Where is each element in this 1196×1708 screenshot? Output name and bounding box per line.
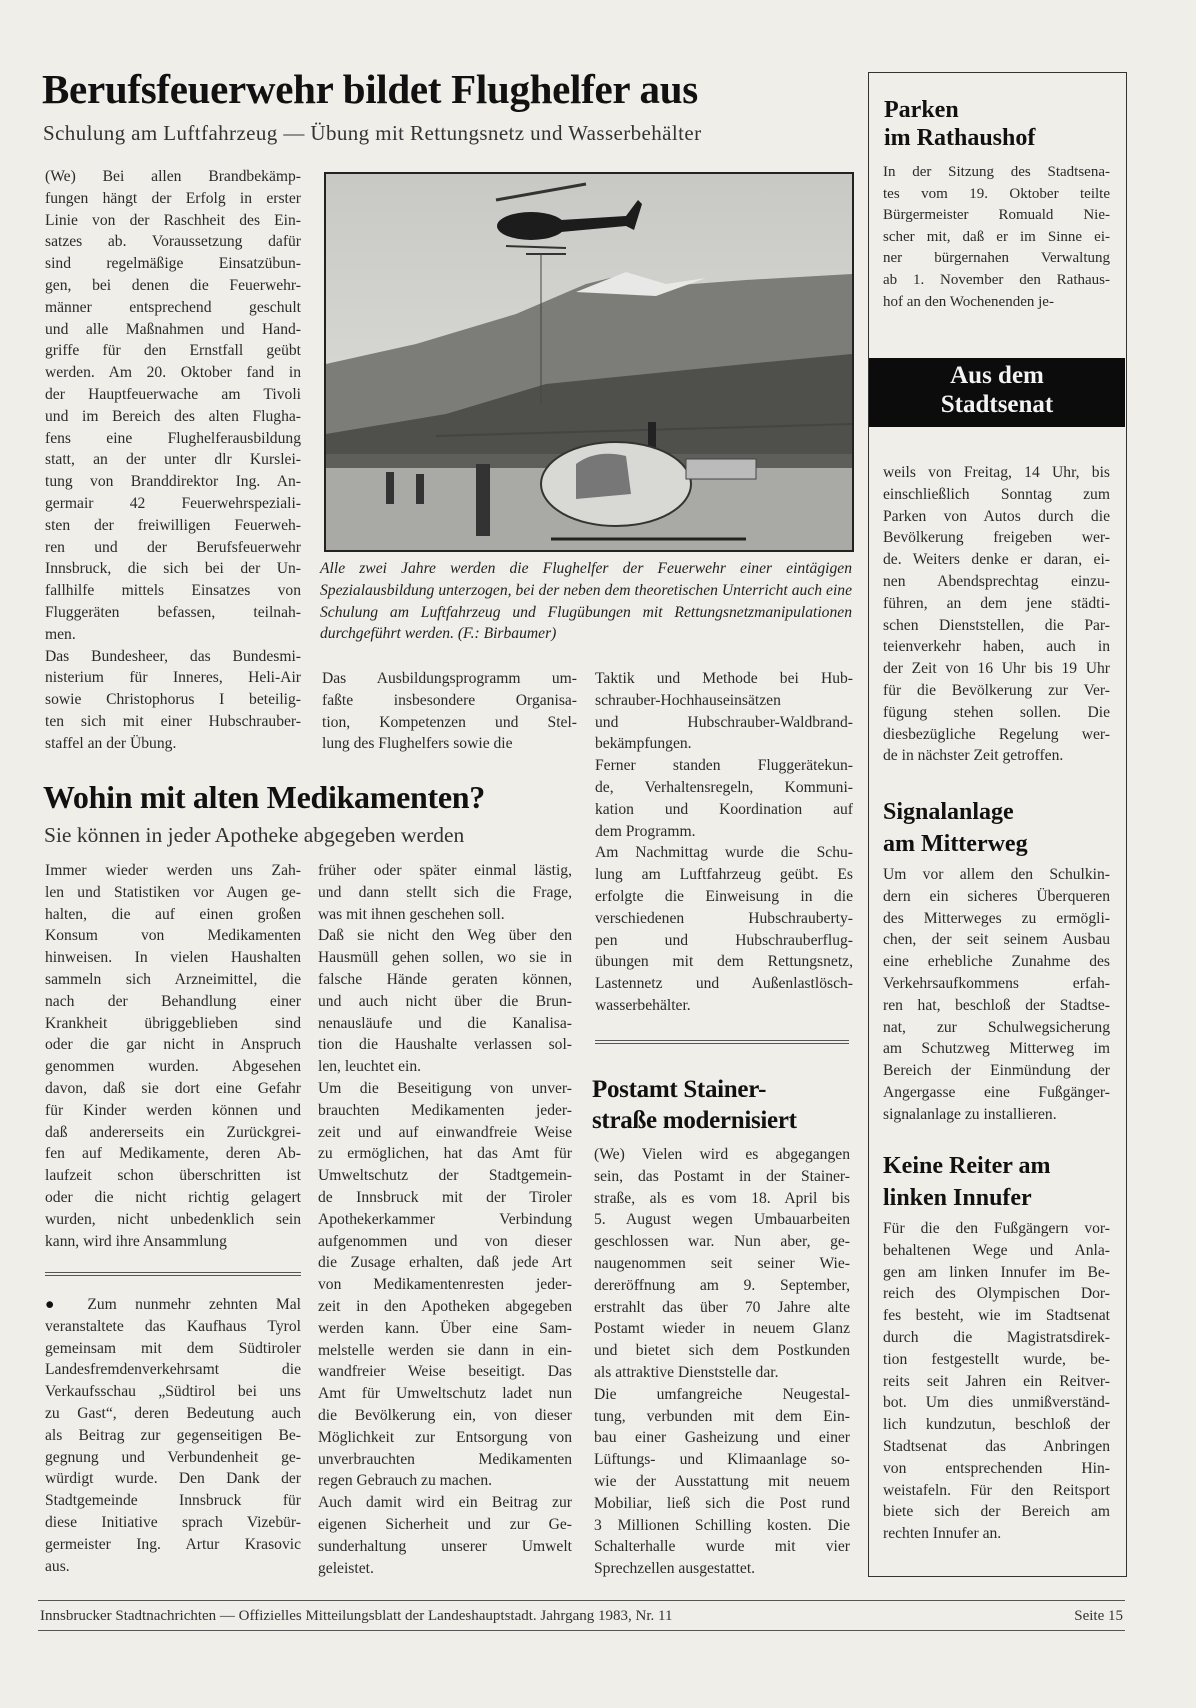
divider-rule	[45, 1272, 301, 1276]
text-line: verschiedenen Hubschrauberty-	[595, 909, 853, 927]
text-line: Mobiliar, ließ sich die Post rund	[594, 1494, 850, 1512]
text-line: wandfreier Weise beseitigt. Das	[318, 1363, 572, 1381]
text-line: führen, an dem jene städti-	[883, 594, 1110, 612]
text-line: von Medikamentenresten jeder-	[318, 1276, 572, 1294]
text-line: Bürgermeister Romuald Nie-	[883, 207, 1110, 224]
text-line: men.	[45, 625, 76, 643]
text-line: Das Bundesheer, das Bundesmi-	[45, 647, 301, 665]
text-line: Verkehrsaufkommens erfah-	[883, 974, 1110, 992]
photo-caption: Alle zwei Jahre werden die Flughelfer der Feuerwehr einer eintägigen Spezialausbildung unterzogen, bei der neben dem theoretischen Unterricht auch eine Schulung am Luftfahrzeug und Flugübungen mit Rettungsnetzmanipulationen durchgeführt werden. (F.: Birbaumer)	[320, 560, 852, 643]
text-line: kation und Koordination auf	[595, 800, 853, 818]
text-line: germeister Ing. Artur Krasovic	[45, 1535, 301, 1553]
parken-headline	[884, 96, 1035, 152]
text-line: gegnung und Verbundenheit ge-	[45, 1448, 301, 1466]
text-line: erfolgte die Einweisung in die	[595, 887, 853, 905]
text-line: tion festgestellt wurde, be-	[883, 1350, 1110, 1368]
text-line: brauchten Medikamenten jeder-	[318, 1101, 572, 1119]
text-line: erstrahlt das über 70 Jahre alte	[594, 1298, 850, 1316]
text-line: germair 42 Feuerwehrspeziali-	[45, 494, 301, 512]
text-line: und auch nicht über die Brun-	[318, 992, 572, 1010]
bullet-icon: ●	[45, 1296, 69, 1313]
footer-page-number: Seite 15	[1074, 1608, 1123, 1624]
text-line: kann, wird ihre Ansammlung	[45, 1232, 227, 1250]
kaufhaus-lead: Zum nunmehr zehnten Mal	[87, 1296, 302, 1313]
footer-publication: Innsbrucker Stadtnachrichten — Offizielles Mitteilungsblatt der Landeshauptstadt. Jahrgang 1983, Nr. 11	[40, 1608, 673, 1624]
text-line: Sprechzellen ausgestattet.	[594, 1560, 756, 1578]
text-line: genommen wurden. Abgesehen	[45, 1058, 301, 1076]
main-article-col2	[322, 668, 577, 755]
text-line: Verkaufsschau „Südtirol bei uns	[45, 1383, 301, 1401]
text-line: nisterium für Inneres, Heli-Air	[45, 669, 301, 687]
text-line: 5. August wegen Umbauarbeiten	[594, 1211, 850, 1229]
text-line: Postamt wieder in neuem Glanz	[594, 1320, 850, 1338]
main-headline: Berufsfeuerwehr bildet Flughelfer aus	[42, 66, 698, 112]
text-line: gen am linken Innufer im Be-	[883, 1263, 1110, 1281]
text-line: Das Ausbildungsprogramm um-	[322, 670, 577, 687]
text-line: sten der freiwilligen Feuerweh-	[45, 516, 301, 534]
text-line: Angergasse eine Fußgänger-	[883, 1083, 1110, 1101]
text-line: falsche Hände geraten können,	[318, 970, 572, 988]
text-line: wasserbehälter.	[595, 996, 691, 1014]
postamt-headline-line1: Postamt Stainer-	[592, 1076, 767, 1103]
text-line: bau einer Gasheizung und einer	[594, 1429, 850, 1447]
text-line: nen Abendsprechtag einzu-	[883, 572, 1110, 590]
text-line: griffe für den Ernstfall geübt	[45, 342, 301, 360]
text-line: ner bürgernahen Verwaltung	[883, 250, 1110, 267]
text-line: hof an den Wochenenden je-	[883, 293, 1054, 310]
text-line: bot. Um dies unmißverständ-	[883, 1394, 1110, 1412]
kaufhaus-body	[45, 1316, 301, 1578]
text-line: nenausläufe und die Kanalisa-	[318, 1014, 572, 1032]
kaufhaus-first-line	[45, 1294, 301, 1316]
medikamente-headline: Wohin mit alten Medikamenten?	[43, 779, 485, 815]
text-line: würdigt wurde. Den Dank der	[45, 1470, 301, 1488]
text-line: Parken von Autos durch die	[883, 507, 1110, 525]
footer-rule-bottom	[38, 1630, 1125, 1631]
text-line: sind regelmäßige Einsatzübun-	[45, 255, 301, 273]
text-line: fen auf Medikamente, deren Ab-	[45, 1145, 301, 1163]
text-line: schen Dienststellen, die Par-	[883, 616, 1110, 634]
text-line: sowie Christophorus I beteilig-	[45, 691, 301, 709]
main-article-col1	[45, 166, 301, 755]
text-line: laufzeit schon überschritten ist	[45, 1167, 301, 1185]
text-line: früher oder später einmal lästig,	[318, 862, 572, 879]
text-line: teienverkehr haben, auch in	[883, 638, 1110, 656]
text-line: Taktik und Methode bei Hub-	[595, 670, 853, 687]
text-line: reich des Olympischen Dor-	[883, 1285, 1110, 1303]
text-line: gemeinsam mit dem Südtiroler	[45, 1339, 301, 1357]
reiter-headline-line1: Keine Reiter am	[883, 1153, 1051, 1179]
text-line: Immer wieder werden uns Zah-	[45, 862, 301, 879]
text-line: veranstaltete das Kaufhaus Tyrol	[45, 1317, 301, 1335]
text-line: Um vor allem den Schulkin-	[883, 866, 1110, 883]
parken-headline-line2: im Rathaushof	[884, 125, 1036, 151]
section-title-line1: Aus dem	[950, 362, 1044, 389]
text-line: zeit in den Apotheken abgegeben	[318, 1297, 572, 1315]
text-line: lung des Flughelfers sowie die	[322, 735, 513, 753]
text-line: halten, die auf einen großen	[45, 905, 301, 923]
text-line: chen, der seit seinem Ausbau	[883, 931, 1110, 949]
signalanlage-headline	[883, 796, 1028, 860]
text-line: einschließlich Sonntag zum	[883, 485, 1110, 503]
text-line: ten sich mit einer Hubschrauber-	[45, 712, 301, 730]
text-line: und bietet sich dem Postkunden	[594, 1342, 850, 1360]
text-line: Die umfangreiche Neugestal-	[594, 1385, 850, 1403]
text-line: wie der Ausstattung mit neuem	[594, 1472, 850, 1490]
text-line: fügung stehen sollen. Die	[883, 703, 1110, 721]
text-line: (We) Bei allen Brandbekämp-	[45, 168, 301, 185]
reiter-headline	[883, 1150, 1051, 1214]
text-line: regen Gebrauch zu machen.	[318, 1472, 493, 1490]
text-line: sein, das Postamt in der Stainer-	[594, 1167, 850, 1185]
text-line: männer entsprechend geschult	[45, 298, 301, 316]
text-line: In der Sitzung des Stadtsena-	[883, 164, 1110, 180]
text-line: behaltenen Wege und Anla-	[883, 1241, 1110, 1259]
text-line: für die Bevölkerung zur Ver-	[883, 681, 1110, 699]
text-line: pen und Hubschrauberflug-	[595, 931, 853, 949]
text-line: wurden, nicht unbedenklich sein	[45, 1210, 301, 1228]
text-line: Fluggeräten befassen, teilnah-	[45, 603, 301, 621]
text-line: Krankheit übriggeblieben sind	[45, 1014, 301, 1032]
text-line: der Zeit von 16 Uhr bis 19 Uhr	[883, 660, 1110, 678]
text-line: Um die Beseitigung von unver-	[318, 1079, 572, 1097]
text-line: scher mit, daß er im Sinne ei-	[883, 228, 1110, 245]
signalanlage-headline-line1: Signalanlage	[883, 799, 1014, 825]
text-line: als Beitrag zur gegenseitigen Be-	[45, 1426, 301, 1444]
text-line: Daß sie nicht den Weg über den	[318, 927, 572, 945]
text-line: oder die nicht richtig gelagert	[45, 1188, 301, 1206]
text-line: dern ein sicheres Überqueren	[883, 887, 1110, 905]
text-line: die Bevölkerung ein, von dieser	[318, 1406, 572, 1424]
parken-headline-line1: Parken	[884, 97, 959, 123]
text-line: tung von Branddirektor Ing. An-	[45, 473, 301, 491]
divider-rule-postamt	[595, 1040, 849, 1044]
text-line: ren und der Berufsfeuerwehr	[45, 538, 301, 556]
text-line: sunderhaltung unserer Umwelt	[318, 1537, 572, 1555]
footer-rule-top	[38, 1600, 1125, 1601]
text-line: Bevölkerung freigeben wer-	[883, 529, 1110, 547]
helicopter-photo	[324, 172, 854, 552]
postamt-headline	[592, 1074, 797, 1136]
text-line: lich kundzutun, beschloß der	[883, 1416, 1110, 1434]
parken-body-bottom	[883, 462, 1110, 767]
text-line: zeit und auf einwandfreie Weise	[318, 1123, 572, 1141]
medikamente-subheadline: Sie können in jeder Apotheke abgegeben werden	[44, 823, 465, 847]
text-line: weistafeln. Für den Reitsport	[883, 1481, 1110, 1499]
text-line: de, Verhaltensregeln, Kommuni-	[595, 778, 853, 796]
text-line: len, leuchtet ein.	[318, 1058, 422, 1076]
signalanlage-body	[883, 864, 1110, 1126]
text-line: Amt für Umweltschutz ladet nun	[318, 1385, 572, 1403]
text-line: schrauber-Hochhauseinsätzen	[595, 691, 781, 709]
text-line: am Schutzweg Mitterweg im	[883, 1040, 1110, 1058]
text-line: Stadtsenat das Anbringen	[883, 1437, 1110, 1455]
text-line: (We) Vielen wird es abgegangen	[594, 1146, 850, 1163]
text-line: des Mitterweges zu ermögli-	[883, 909, 1110, 927]
text-line: rechten Innufer an.	[883, 1525, 1002, 1543]
text-line: Lastennetz und Außenlastlösch-	[595, 975, 853, 993]
text-line: oder die gar nicht in Anspruch	[45, 1036, 301, 1054]
main-article-col3	[595, 668, 853, 1017]
text-line: werden. Am 20. Oktober fand in	[45, 364, 301, 382]
text-line: dereröffnung am 9. September,	[594, 1276, 850, 1294]
text-line: Am Nachmittag wurde die Schu-	[595, 844, 853, 862]
text-line: als attraktive Dienststelle dar.	[594, 1363, 779, 1381]
text-line: von entsprechenden Hin-	[883, 1459, 1110, 1477]
stadtsenat-section-title	[869, 358, 1125, 427]
text-line: und dann stellt sich die Frage,	[318, 883, 572, 901]
text-line: hinweisen. In vielen Haushalten	[45, 949, 301, 967]
text-line: aus.	[45, 1557, 70, 1575]
text-line: übungen mit dem Rettungsnetz,	[595, 953, 853, 971]
text-line: aufgenommen und von dieser	[318, 1232, 572, 1250]
text-line: tion, Kompetenzen und Stel-	[322, 713, 577, 731]
text-line: tung, verbunden mit dem Ein-	[594, 1407, 850, 1425]
text-line: nach der Behandlung einer	[45, 992, 301, 1010]
text-line: statt, an der unter dlr Kurslei-	[45, 451, 301, 469]
text-line: de in nächster Zeit getroffen.	[883, 747, 1064, 765]
reiter-headline-line2: linken Innufer	[883, 1185, 1032, 1211]
parken-body-top	[883, 162, 1110, 313]
text-line: Für die den Fußgängern vor-	[883, 1220, 1110, 1237]
postamt-body	[594, 1144, 850, 1580]
postamt-headline-line2: straße modernisiert	[592, 1107, 797, 1134]
signalanlage-headline-line2: am Mitterweg	[883, 831, 1028, 857]
text-line: de Innsbruck mit der Tiroler	[318, 1188, 572, 1206]
text-line: nat, zur Schulwegsicherung	[883, 1018, 1110, 1036]
text-line: unverbrauchten Medikamenten	[318, 1450, 572, 1468]
text-line: fens eine Flughelferausbildung	[45, 429, 301, 447]
text-line: gen, bei denen die Feuerwehr-	[45, 276, 301, 294]
text-line: was mit ihnen geschehen soll.	[318, 905, 505, 923]
main-subheadline: Schulung am Luftfahrzeug — Übung mit Rettungsnetz und Wasserbehälter	[43, 121, 702, 145]
text-line: Stadtgemeinde Innsbruck für	[45, 1492, 301, 1510]
medikamente-col2	[318, 860, 572, 1579]
text-line: Schalterhalle wurde mit vier	[594, 1538, 850, 1556]
text-line: biete sich der Bereich am	[883, 1503, 1110, 1521]
text-line: Umweltschutz der Stadtgemein-	[318, 1167, 572, 1185]
text-line: reits seit Jahren ein Reitver-	[883, 1372, 1110, 1390]
text-line: signalanlage zu installieren.	[883, 1105, 1057, 1123]
text-line: Hausmüll gehen sollen, wo sie in	[318, 949, 572, 967]
text-line: fes besteht, wie im Stadtsenat	[883, 1307, 1110, 1325]
text-line: dem Programm.	[595, 822, 696, 840]
text-line: Landesfremdenverkehrsamt die	[45, 1361, 301, 1379]
text-line: lung am Luftfahrzeug geübt. Es	[595, 866, 853, 884]
text-line: fallhilfe mittels Einsatzes von	[45, 582, 301, 600]
text-line: durch die Magistratsdirek-	[883, 1328, 1110, 1346]
text-line: Apothekerkammer Verbindung	[318, 1210, 572, 1228]
helicopter-photo-image	[326, 174, 852, 550]
text-line: Linie von der Raschheit des Ein-	[45, 211, 301, 229]
text-line: der Hauptfeuerwache am Tivoli	[45, 385, 301, 403]
text-line: satzes ab. Voraussetzung dafür	[45, 233, 301, 251]
text-line: eine erhebliche Zunahme des	[883, 953, 1110, 971]
text-line: für Kinder werden können und	[45, 1101, 301, 1119]
text-line: und alle Maßnahmen und Hand-	[45, 320, 301, 338]
text-line: diese Initiative sprach Vizebür-	[45, 1513, 301, 1531]
text-line: straße, als es vom 18. April bis	[594, 1189, 850, 1207]
text-line: Bereich der Einmündung der	[883, 1062, 1110, 1080]
text-line: fungen hängt der Erfolg in erster	[45, 189, 301, 207]
text-line: staffel an der Übung.	[45, 734, 177, 752]
text-line: eigenen Sicherheit und zur Ge-	[318, 1515, 572, 1533]
text-line: melstelle werden sie dann in ein-	[318, 1341, 572, 1359]
text-line: bekämpfungen.	[595, 735, 692, 753]
text-line: Lüftungs- und Klimaanlage so-	[594, 1451, 850, 1469]
text-line: geleistet.	[318, 1559, 374, 1577]
medikamente-col1	[45, 860, 301, 1252]
text-line: daß andererseits ein Zurückgrei-	[45, 1123, 301, 1141]
text-line: 3 Millionen Schilling kosten. Die	[594, 1516, 850, 1534]
text-line: Möglichkeit zur Entsorgung von	[318, 1428, 572, 1446]
text-line: naugenommen seit seiner Wie-	[594, 1254, 850, 1272]
text-line: tion die Haushalte verlassen sol-	[318, 1036, 572, 1054]
text-line: Auch damit wird ein Beitrag zur	[318, 1494, 572, 1512]
text-line: zu Gast“, deren Bedeutung auch	[45, 1404, 301, 1422]
text-line: Ferner standen Fluggerätekun-	[595, 757, 853, 775]
reiter-body	[883, 1218, 1110, 1545]
text-line: len und Statistiken vor Augen ge-	[45, 883, 301, 901]
text-line: ab 1. November den Rathaus-	[883, 271, 1110, 288]
text-line: werden kann. Über eine Sam-	[318, 1319, 572, 1337]
text-line: tes vom 19. Oktober teilte	[883, 185, 1110, 202]
text-line: zu ermöglichen, hat das Amt für	[318, 1145, 572, 1163]
text-line: und im Bereich des alten Flugha-	[45, 407, 301, 425]
text-line: ren hat, beschloß der Stadtse-	[883, 996, 1110, 1014]
kaufhaus-notice	[45, 1294, 301, 1577]
text-line: Innsbruck, die sich bei der Un-	[45, 560, 301, 578]
text-line: diesbezügliche Regelung wer-	[883, 725, 1110, 743]
text-line: geschlossen war. Nun aber, ge-	[594, 1233, 850, 1251]
text-line: de. Weiters denke er daran, ei-	[883, 551, 1110, 569]
text-line: weils von Freitag, 14 Uhr, bis	[883, 464, 1110, 481]
text-line: Konsum von Medikamenten	[45, 927, 301, 945]
text-line: sammeln sich Arzneimittel, die	[45, 970, 301, 988]
section-title-line2: Stadtsenat	[940, 391, 1054, 418]
text-line: faßte insbesondere Organisa-	[322, 691, 577, 709]
text-line: und Hubschrauber-Waldbrand-	[595, 713, 853, 731]
text-line: die Zusage erhalten, daß jede Art	[318, 1254, 572, 1272]
text-line: davon, daß sie dort eine Gefahr	[45, 1079, 301, 1097]
